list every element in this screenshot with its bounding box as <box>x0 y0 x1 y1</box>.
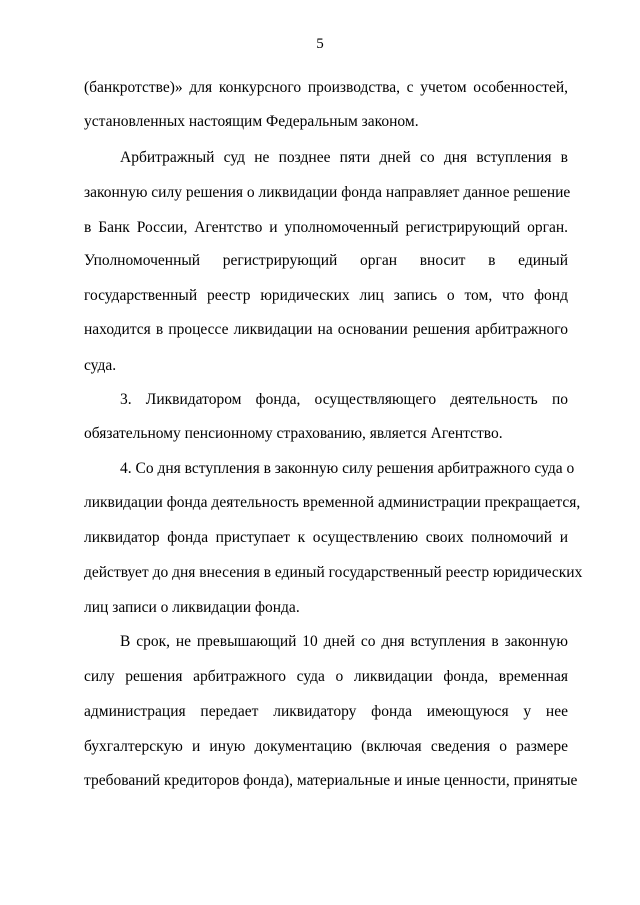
text-line: Уполномоченный регистрирующий орган вносит в единый <box>84 252 568 269</box>
text-line: установленных настоящим Федеральным законом. <box>84 113 419 130</box>
paragraph-first-line: Арбитражный суд не позднее пяти дней со дня вступления в <box>120 149 568 166</box>
text-line: ликвидатор фонда приступает к осуществлению своих полномочий и <box>84 529 568 546</box>
text-line: лиц записи о ликвидации фонда. <box>84 599 300 616</box>
page-number: 5 <box>316 36 324 52</box>
text-line: бухгалтерскую и иную документацию (включая сведения о размере <box>84 738 568 755</box>
paragraph-first-line: В срок, не превышающий 10 дней со дня вступления в законную <box>120 633 568 650</box>
text-line: требований кредиторов фонда), материальные и иные ценности, принятые <box>84 772 578 789</box>
text-line: в Банк России, Агентство и уполномоченный регистрирующий орган. <box>84 219 568 236</box>
text-line: ликвидации фонда деятельность временной администрации прекращается, <box>84 494 581 511</box>
text-line: суда. <box>84 357 117 374</box>
text-line: силу решения арбитражного суда о ликвидации фонда, временная <box>84 668 568 685</box>
paragraph-first-line: 4. Со дня вступления в законную силу решения арбитражного суда о <box>120 460 575 477</box>
text-line: администрация передает ликвидатору фонда имеющуюся у нее <box>84 703 568 720</box>
text-line: находится в процессе ликвидации на основании решения арбитражного <box>84 321 568 338</box>
text-line: (банкротстве)» для конкурсного производства, с учетом особенностей, <box>84 79 568 96</box>
text-line: обязательному пенсионному страхованию, является Агентство. <box>84 425 503 442</box>
text-line: действует до дня внесения в единый государственный реестр юридических <box>84 564 583 581</box>
text-line: государственный реестр юридических лиц запись о том, что фонд <box>84 287 568 304</box>
text-line: законную силу решения о ликвидации фонда направляет данное решение <box>84 184 571 201</box>
paragraph-first-line: 3. Ликвидатором фонда, осуществляющего деятельность по <box>120 391 568 408</box>
